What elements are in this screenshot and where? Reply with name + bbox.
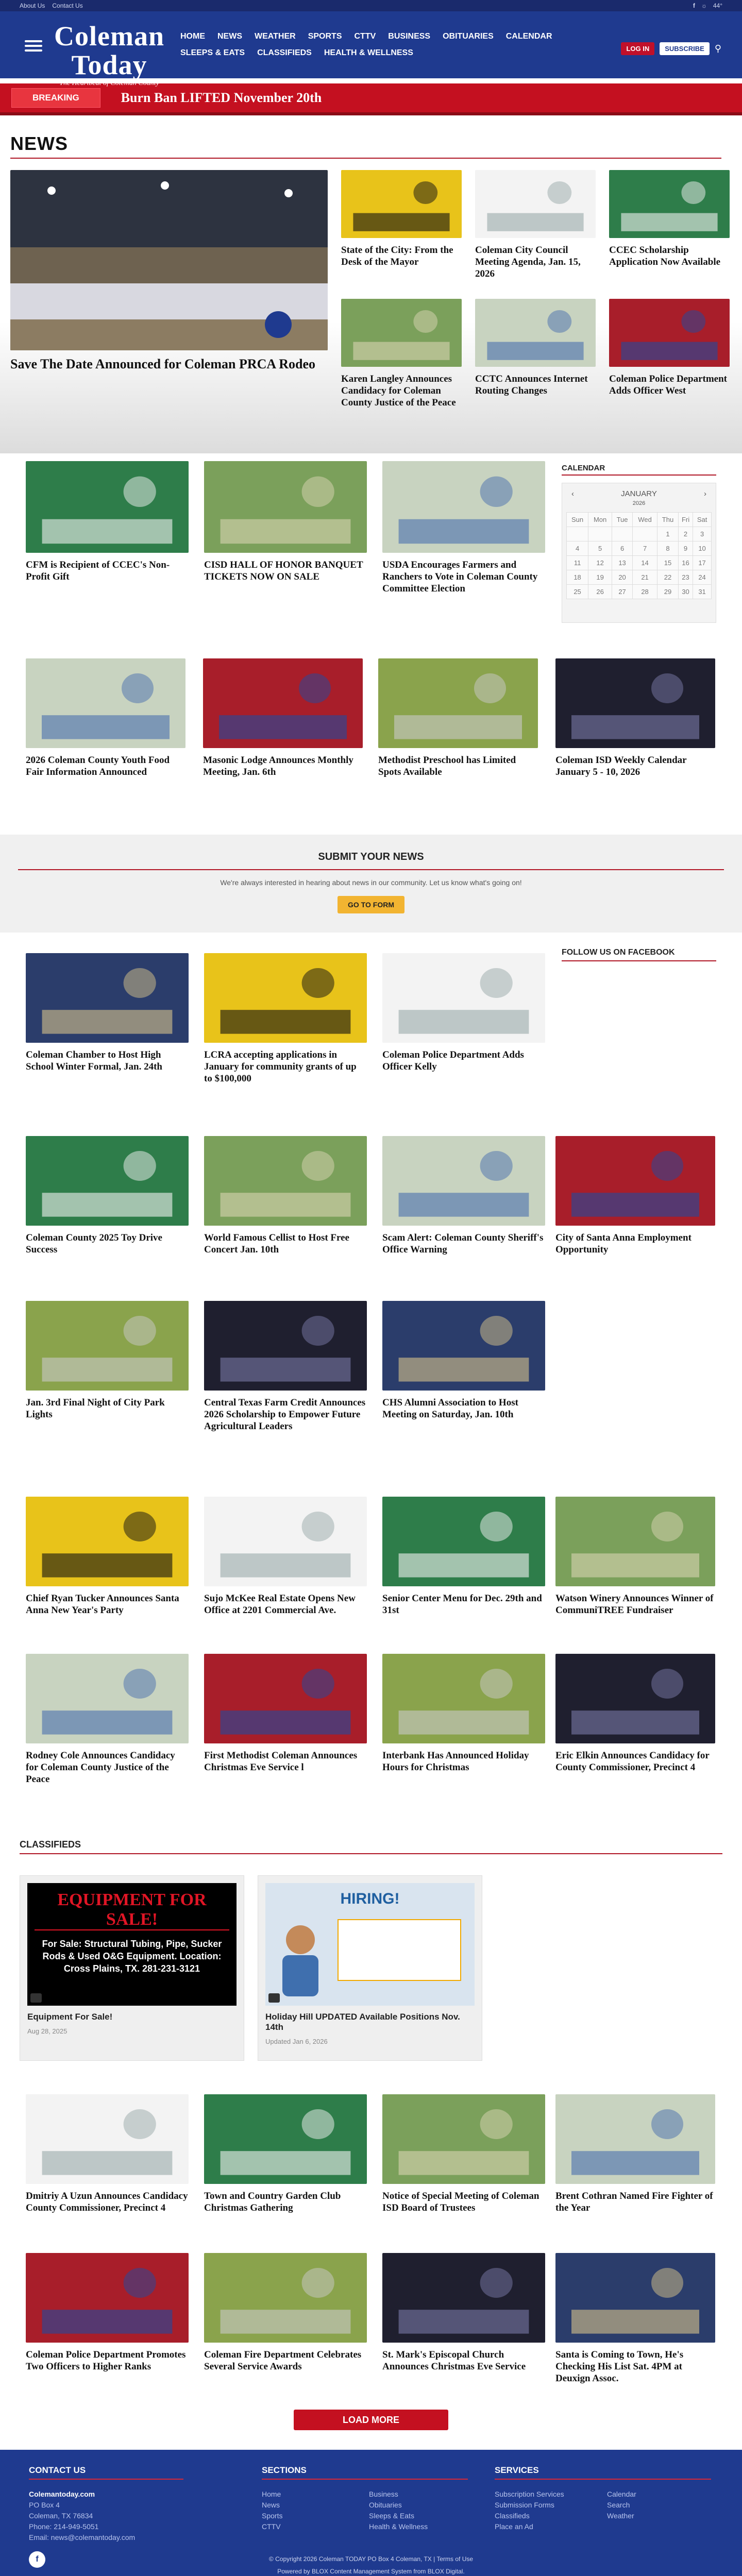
- footer-section-link[interactable]: Sports: [262, 2512, 283, 2520]
- story-image[interactable]: [204, 1497, 367, 1586]
- story-card[interactable]: [26, 2094, 189, 2214]
- story-title[interactable]: CCEC Scholarship Application Now Available: [609, 245, 721, 267]
- story-image[interactable]: [204, 1136, 367, 1226]
- classified-image[interactable]: HIRING!: [265, 1883, 475, 2006]
- site-header: [0, 11, 742, 87]
- calendar-day[interactable]: 31: [693, 585, 712, 599]
- footer-section-link[interactable]: Health & Wellness: [369, 2522, 428, 2531]
- calendar-day[interactable]: 1: [657, 527, 679, 541]
- story-image[interactable]: [26, 1136, 189, 1226]
- calendar-day[interactable]: 13: [612, 556, 633, 570]
- story-image[interactable]: [204, 461, 367, 553]
- story-title[interactable]: Coleman Fire Department Celebrates Several Service Awards: [204, 2349, 362, 2372]
- story-card[interactable]: [475, 170, 596, 280]
- menu-icon[interactable]: [25, 40, 42, 52]
- story-title[interactable]: CHS Alumni Association to Host Meeting on Saturday, Jan. 10th: [382, 1397, 518, 1420]
- calendar-day[interactable]: 19: [588, 570, 612, 585]
- story-image[interactable]: [26, 1654, 189, 1743]
- footer-service-link[interactable]: Subscription Services: [495, 2490, 564, 2498]
- calendar-day[interactable]: 30: [678, 585, 693, 599]
- calendar-day[interactable]: 23: [678, 570, 693, 585]
- footer-section-link[interactable]: News: [262, 2501, 280, 2509]
- weekday-label: Wed: [633, 513, 657, 527]
- story-card[interactable]: [382, 1497, 545, 1616]
- story-title[interactable]: Masonic Lodge Announces Monthly Meeting, Jan. 6th: [203, 755, 353, 777]
- story-image[interactable]: [26, 658, 185, 748]
- story-card[interactable]: [204, 953, 367, 1084]
- weekday-label: Mon: [588, 513, 612, 527]
- footer-section-link[interactable]: Home: [262, 2490, 281, 2498]
- story-title[interactable]: CISD HALL OF HONOR BANQUET TICKETS NOW ON SALE: [204, 560, 363, 582]
- classified-card[interactable]: [258, 1875, 482, 2061]
- story-image[interactable]: [382, 2253, 545, 2343]
- weather-icon: ☼: [701, 2, 707, 9]
- calendar-day[interactable]: 20: [612, 570, 633, 585]
- story-title[interactable]: Coleman ISD Weekly Calendar January 5 - 10, 2026: [555, 755, 687, 777]
- classifieds-section: [20, 1839, 722, 1854]
- weekday-label: Thu: [657, 513, 679, 527]
- calendar-day[interactable]: 14: [633, 556, 657, 570]
- story-image[interactable]: [341, 170, 462, 238]
- nav-item[interactable]: CTTV: [354, 32, 376, 41]
- nav-item[interactable]: CALENDAR: [505, 32, 552, 41]
- story-card[interactable]: [555, 658, 715, 778]
- submit-title: SUBMIT YOUR NEWS: [318, 851, 424, 862]
- footer-service-link[interactable]: Search: [607, 2501, 630, 2509]
- nav-item[interactable]: NEWS: [217, 32, 242, 41]
- story-card[interactable]: [203, 658, 363, 778]
- calendar-day[interactable]: 5: [588, 541, 612, 556]
- nav-item[interactable]: OBITUARIES: [443, 32, 494, 41]
- story-title[interactable]: Methodist Preschool has Limited Spots Available: [378, 755, 516, 777]
- story-title[interactable]: Central Texas Farm Credit Announces 2026 Scholarship to Empower Future Agricultural Leaders: [204, 1397, 366, 1432]
- calendar-day[interactable]: 29: [657, 585, 679, 599]
- story-card[interactable]: [341, 170, 462, 268]
- calendar-day: [567, 527, 588, 541]
- story-image[interactable]: [203, 658, 363, 748]
- story-image[interactable]: [204, 2094, 367, 2184]
- story-card[interactable]: [204, 1136, 367, 1256]
- story-image[interactable]: [204, 2253, 367, 2343]
- story-title[interactable]: Brent Cothran Named Fire Fighter of the Year: [555, 2191, 713, 2213]
- facebook-widget: [562, 948, 716, 961]
- story-image[interactable]: [26, 1301, 189, 1391]
- main-nav: [180, 32, 603, 58]
- footer-site[interactable]: Colemantoday.com: [29, 2490, 95, 2498]
- calendar-day[interactable]: 26: [588, 585, 612, 599]
- story-card[interactable]: [26, 658, 185, 778]
- story-title[interactable]: Senior Center Menu for Dec. 29th and 31st: [382, 1593, 542, 1616]
- story-image[interactable]: [382, 953, 545, 1043]
- story-card[interactable]: [26, 1301, 189, 1420]
- story-image[interactable]: [26, 461, 189, 553]
- calendar-day: [633, 527, 657, 541]
- footer-services-title: SERVICES: [495, 2465, 711, 2480]
- story-card[interactable]: [204, 2094, 367, 2214]
- calendar-day[interactable]: 17: [693, 556, 712, 570]
- story-image[interactable]: [475, 299, 596, 367]
- story-card[interactable]: [555, 1497, 715, 1616]
- footer-sections-title: SECTIONS: [262, 2465, 468, 2480]
- story-title[interactable]: Notice of Special Meeting of Coleman ISD Board of Trustees: [382, 2191, 539, 2213]
- story-title[interactable]: Town and Country Garden Club Christmas Gathering: [204, 2191, 341, 2213]
- story-card[interactable]: [382, 1301, 545, 1420]
- story-image[interactable]: [555, 658, 715, 748]
- lead-story[interactable]: [10, 170, 328, 372]
- story-card[interactable]: [382, 2094, 545, 2214]
- calendar-day[interactable]: 9: [678, 541, 693, 556]
- story-image[interactable]: [555, 1497, 715, 1586]
- nav-item[interactable]: HEALTH & WELLNESS: [324, 48, 413, 57]
- story-image[interactable]: [26, 953, 189, 1043]
- calendar-day[interactable]: 24: [693, 570, 712, 585]
- footer-city: Coleman, TX 76834: [29, 2512, 93, 2520]
- story-card[interactable]: [382, 1136, 545, 1256]
- story-card[interactable]: [378, 658, 538, 778]
- temperature: 44°: [713, 2, 722, 9]
- story-title[interactable]: Coleman Police Department Adds Officer Kelly: [382, 1049, 524, 1072]
- go-to-form-button[interactable]: GO TO FORM: [338, 896, 404, 913]
- footer-facebook-icon[interactable]: f: [29, 2551, 45, 2568]
- story-card[interactable]: [26, 461, 189, 583]
- calendar-day[interactable]: 21: [633, 570, 657, 585]
- prev-month-icon[interactable]: ‹: [571, 489, 574, 498]
- footer-contact-title: CONTACT US: [29, 2465, 183, 2480]
- nav-item[interactable]: WEATHER: [255, 32, 296, 41]
- story-title[interactable]: CFM is Recipient of CCEC's Non-Profit Gift: [26, 560, 170, 582]
- calendar-day[interactable]: 18: [567, 570, 588, 585]
- weekday-label: Sun: [567, 513, 588, 527]
- footer-powered: Powered by BLOX Content Management System from BLOX Digital.: [277, 2568, 465, 2575]
- story-image[interactable]: [382, 461, 545, 553]
- story-card[interactable]: [26, 1136, 189, 1256]
- calendar-day[interactable]: 15: [657, 556, 679, 570]
- breaking-banner[interactable]: [0, 83, 742, 115]
- story-card[interactable]: [609, 170, 730, 268]
- load-more-button[interactable]: LOAD MORE: [294, 2410, 448, 2430]
- tag-icon: [268, 1993, 280, 2003]
- story-image[interactable]: [26, 2253, 189, 2343]
- story-card[interactable]: [382, 2253, 545, 2372]
- calendar-day[interactable]: 16: [678, 556, 693, 570]
- story-title[interactable]: LCRA accepting applications in January for community grants of up to $100,000: [204, 1049, 357, 1084]
- story-title[interactable]: Rodney Cole Announces Candidacy for Coleman County Justice of the Peace: [26, 1750, 175, 1785]
- story-title[interactable]: Coleman Chamber to Host High School Winter Formal, Jan. 24th: [26, 1049, 162, 1072]
- calendar-day[interactable]: 4: [567, 541, 588, 556]
- weekday-label: Sat: [693, 513, 712, 527]
- nav-item[interactable]: CLASSIFIEDS: [257, 48, 312, 57]
- submit-news-section: [0, 835, 742, 933]
- story-image[interactable]: [204, 1301, 367, 1391]
- classified-date: Aug 28, 2025: [27, 2027, 68, 2035]
- story-card[interactable]: [341, 299, 462, 409]
- story-image[interactable]: [609, 299, 730, 367]
- calendar-day[interactable]: 22: [657, 570, 679, 585]
- footer-copyright: © Copyright 2026 Coleman TODAY PO Box 4 Coleman, TX | Terms of Use: [268, 2555, 474, 2563]
- calendar-day[interactable]: 3: [693, 527, 712, 541]
- story-title[interactable]: St. Mark's Episcopal Church Announces Christmas Eve Service: [382, 2349, 526, 2372]
- story-image[interactable]: [382, 1136, 545, 1226]
- story-image[interactable]: [26, 2094, 189, 2184]
- story-card[interactable]: [609, 299, 730, 397]
- breaking-tag: BREAKING: [11, 88, 100, 108]
- lead-story-title[interactable]: Save The Date Announced for Coleman PRCA Rodeo: [10, 357, 316, 371]
- story-image[interactable]: [26, 1497, 189, 1586]
- story-image[interactable]: [382, 1301, 545, 1391]
- site-footer: [0, 2450, 742, 2576]
- story-image[interactable]: [555, 2094, 715, 2184]
- calendar-month: JANUARY: [621, 489, 657, 498]
- footer-section-link[interactable]: Sleeps & Eats: [369, 2512, 414, 2520]
- story-card[interactable]: [204, 1654, 367, 1773]
- tag-icon: [30, 1993, 42, 2003]
- footer-service-link[interactable]: Classifieds: [495, 2512, 530, 2520]
- story-title[interactable]: First Methodist Coleman Announces Christmas Eve Service l: [204, 1750, 358, 1773]
- search-icon[interactable]: ⚲: [714, 43, 721, 54]
- story-card[interactable]: [204, 1497, 367, 1616]
- calendar-grid: [566, 512, 712, 599]
- story-title[interactable]: City of Santa Anna Employment Opportunity: [555, 1232, 692, 1255]
- story-card[interactable]: [204, 1301, 367, 1432]
- story-title[interactable]: Santa is Coming to Town, He's Checking His List Sat. 4PM at Deuxign Assoc.: [555, 2349, 684, 2384]
- calendar-day: [588, 527, 612, 541]
- story-image[interactable]: [555, 1136, 715, 1226]
- breaking-message[interactable]: Burn Ban LIFTED November 20th: [121, 90, 322, 105]
- story-card[interactable]: [26, 953, 189, 1073]
- story-card[interactable]: [382, 461, 545, 595]
- footer-section-link[interactable]: Business: [369, 2490, 398, 2498]
- facebook-title: FOLLOW US ON FACEBOOK: [562, 948, 716, 961]
- site-logo[interactable]: [53, 22, 166, 88]
- story-image[interactable]: [378, 658, 538, 748]
- footer-service-link[interactable]: Submission Forms: [495, 2501, 554, 2509]
- classified-image[interactable]: EQUIPMENT FOR SALE! For Sale: Structural Tubing, Pipe, Sucker Rods & Used O&G Equipment. Location: Cross Plains, TX. 281-231-3121: [27, 1883, 237, 2006]
- logo-tagline: The Heartbeat of Coleman County: [59, 79, 159, 87]
- footer-service-link[interactable]: Place an Ad: [495, 2522, 533, 2531]
- story-image[interactable]: [204, 1654, 367, 1743]
- story-title[interactable]: Coleman Police Department Adds Officer West: [609, 374, 727, 396]
- weekday-label: Tue: [612, 513, 633, 527]
- calendar-day[interactable]: 7: [633, 541, 657, 556]
- calendar-day[interactable]: 10: [693, 541, 712, 556]
- story-card[interactable]: [204, 461, 367, 583]
- nav-item[interactable]: HOME: [180, 32, 205, 41]
- story-title[interactable]: Coleman County 2025 Toy Drive Success: [26, 1232, 162, 1255]
- story-card[interactable]: [26, 1497, 189, 1616]
- footer-section-link[interactable]: Obituaries: [369, 2501, 402, 2509]
- footer-section-link[interactable]: CTTV: [262, 2522, 281, 2531]
- story-image[interactable]: [204, 953, 367, 1043]
- calendar-day[interactable]: 27: [612, 585, 633, 599]
- news-title: NEWS: [10, 133, 68, 154]
- story-card[interactable]: [382, 1654, 545, 1773]
- story-card[interactable]: [555, 1136, 715, 1256]
- contact-link[interactable]: Contact Us: [52, 2, 83, 9]
- story-card[interactable]: [555, 2253, 715, 2384]
- story-title[interactable]: State of the City: From the Desk of the Mayor: [341, 245, 453, 267]
- story-title[interactable]: Jan. 3rd Final Night of City Park Lights: [26, 1397, 165, 1420]
- logo-name: Coleman Today: [54, 21, 164, 80]
- calendar-title: CALENDAR: [562, 464, 716, 476]
- lead-story-image[interactable]: [10, 170, 328, 350]
- classified-title[interactable]: Holiday Hill UPDATED Available Positions Nov. 14th: [265, 2012, 460, 2032]
- nav-item[interactable]: BUSINESS: [388, 32, 431, 41]
- story-title[interactable]: Sujo McKee Real Estate Opens New Office at 2201 Commercial Ave.: [204, 1593, 356, 1616]
- calendar-day[interactable]: 11: [567, 556, 588, 570]
- footer-po: PO Box 4: [29, 2501, 60, 2509]
- login-button[interactable]: LOG IN: [621, 42, 654, 55]
- classified-title[interactable]: Equipment For Sale!: [27, 2012, 113, 2022]
- footer-service-link[interactable]: Calendar: [607, 2490, 636, 2498]
- classified-date: Updated Jan 6, 2026: [265, 2038, 328, 2045]
- story-title[interactable]: 2026 Coleman County Youth Food Fair Information Announced: [26, 755, 170, 777]
- story-title[interactable]: World Famous Cellist to Host Free Concert Jan. 10th: [204, 1232, 349, 1255]
- nav-item[interactable]: SLEEPS & EATS: [180, 48, 245, 57]
- story-title[interactable]: CCTC Announces Internet Routing Changes: [475, 374, 588, 396]
- calendar-day[interactable]: 8: [657, 541, 679, 556]
- story-title[interactable]: Chief Ryan Tucker Announces Santa Anna New Year's Party: [26, 1593, 179, 1616]
- story-title[interactable]: Watson Winery Announces Winner of CommuniTREE Fundraiser: [555, 1593, 714, 1616]
- story-title[interactable]: Coleman Police Department Promotes Two Officers to Higher Ranks: [26, 2349, 186, 2372]
- facebook-icon[interactable]: f: [693, 2, 695, 9]
- calendar-day[interactable]: 6: [612, 541, 633, 556]
- story-card[interactable]: [555, 1654, 715, 1773]
- top-bar: [0, 0, 742, 11]
- weekday-label: Fri: [678, 513, 693, 527]
- story-title[interactable]: Dmitriy A Uzun Announces Candidacy County Commissioner, Precinct 4: [26, 2191, 188, 2213]
- story-card[interactable]: [475, 299, 596, 397]
- story-title[interactable]: Coleman City Council Meeting Agenda, Jan. 15, 2026: [475, 245, 581, 279]
- calendar-day[interactable]: 25: [567, 585, 588, 599]
- story-image[interactable]: [475, 170, 596, 238]
- story-title[interactable]: Scam Alert: Coleman County Sheriff's Office Warning: [382, 1232, 544, 1255]
- footer-phone: Phone: 214-949-5051: [29, 2522, 99, 2531]
- story-card[interactable]: [555, 2094, 715, 2214]
- next-month-icon[interactable]: ›: [704, 489, 706, 498]
- calendar-day[interactable]: 12: [588, 556, 612, 570]
- story-image[interactable]: [341, 299, 462, 367]
- story-card[interactable]: [382, 953, 545, 1073]
- story-image[interactable]: [382, 1497, 545, 1586]
- story-image[interactable]: [382, 2094, 545, 2184]
- footer-service-link[interactable]: Weather: [607, 2512, 634, 2520]
- subscribe-button[interactable]: SUBSCRIBE: [660, 42, 710, 55]
- submit-text: We're always interested in hearing about news in our community. Let us know what's going on!: [220, 878, 522, 887]
- footer-email[interactable]: Email: news@colemantoday.com: [29, 2533, 136, 2541]
- story-card[interactable]: [204, 2253, 367, 2372]
- calendar-widget: [562, 464, 716, 618]
- calendar-day: [612, 527, 633, 541]
- calendar-day[interactable]: 28: [633, 585, 657, 599]
- story-image[interactable]: [382, 1654, 545, 1743]
- story-title[interactable]: USDA Encourages Farmers and Ranchers to Vote in Coleman County Committee Election: [382, 560, 538, 594]
- story-image[interactable]: [555, 1654, 715, 1743]
- story-card[interactable]: [26, 1654, 189, 1785]
- story-image[interactable]: [609, 170, 730, 238]
- calendar-year: 2026: [632, 500, 646, 506]
- story-title[interactable]: Interbank Has Announced Holiday Hours for Christmas: [382, 1750, 529, 1773]
- about-link[interactable]: About Us: [20, 2, 45, 9]
- story-image[interactable]: [555, 2253, 715, 2343]
- nav-item[interactable]: SPORTS: [308, 32, 342, 41]
- classifieds-title: CLASSIFIEDS: [20, 1839, 81, 1850]
- story-title[interactable]: Eric Elkin Announces Candidacy for County Commissioner, Precinct 4: [555, 1750, 710, 1773]
- calendar-day[interactable]: 2: [678, 527, 693, 541]
- classified-card[interactable]: [20, 1875, 244, 2061]
- story-title[interactable]: Karen Langley Announces Candidacy for Coleman County Justice of the Peace: [341, 374, 456, 408]
- story-card[interactable]: [26, 2253, 189, 2372]
